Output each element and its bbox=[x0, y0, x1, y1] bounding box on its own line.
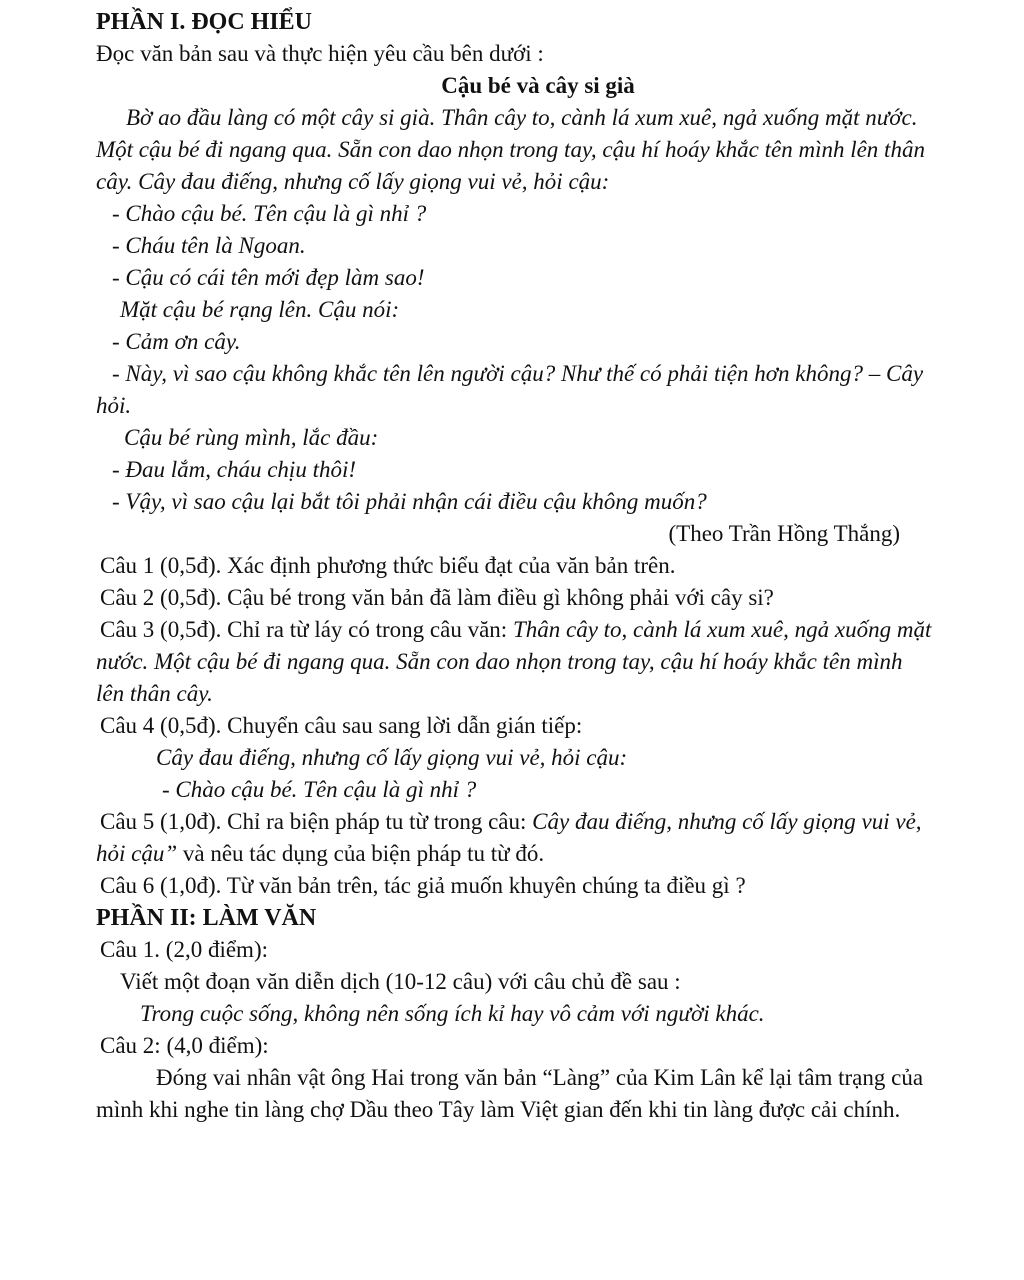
essay-1-label: Câu 1. (2,0 điểm): bbox=[100, 937, 268, 962]
question-5-line bbox=[96, 838, 980, 870]
question-2: Câu 2 (0,5đ). Cậu bé trong văn bản đã làm điều gì không phải với cây si? bbox=[100, 585, 774, 610]
story-source: (Theo Trần Hồng Thắng) bbox=[668, 521, 900, 546]
essay-2-task-line: mình khi nghe tin làng chợ Dầu theo Tây làm Việt gian đến khi tin làng được cải chính. bbox=[96, 1097, 901, 1122]
essay-2-label: Câu 2: (4,0 điểm): bbox=[100, 1033, 269, 1058]
dialogue-line: - Cậu có cái tên mới đẹp làm sao! bbox=[112, 265, 425, 290]
question-5 bbox=[96, 806, 980, 838]
question-3-quote-line: lên thân cây. bbox=[96, 681, 213, 706]
question-5-prefix: Câu 5 (1,0đ). Chỉ ra biện pháp tu từ trong câu: bbox=[100, 809, 533, 834]
essay-1-task: Viết một đoạn văn diễn dịch (10-12 câu) với câu chủ đề sau : bbox=[120, 969, 681, 994]
story-paragraph-line: Một cậu bé đi ngang qua. Sẵn con dao nhọn trong tay, cậu hí hoáy khắc tên mình lên thân bbox=[96, 137, 925, 162]
part2-heading: PHẦN II: LÀM VĂN bbox=[96, 905, 317, 931]
story-paragraph-line: cây. Cây đau điếng, nhưng cố lấy giọng vui vẻ, hỏi cậu: bbox=[96, 169, 610, 194]
narration-line: Cậu bé rùng mình, lắc đầu: bbox=[124, 425, 379, 450]
story-paragraph-line: Bờ ao đầu làng có một cây si già. Thân cây to, cành lá xum xuê, ngả xuống mặt nước. bbox=[126, 105, 918, 130]
document-page bbox=[96, 6, 980, 1126]
instruction-text: Đọc văn bản sau và thực hiện yêu cầu bên dưới : bbox=[96, 41, 544, 66]
dialogue-line: - Này, vì sao cậu không khắc tên lên người cậu? Như thế có phải tiện hơn không? – Cây bbox=[112, 361, 924, 386]
dialogue-line: - Đau lắm, cháu chịu thôi! bbox=[112, 457, 357, 482]
question-4-quote-line: Cây đau điếng, nhưng cố lấy giọng vui vẻ, hỏi cậu: bbox=[156, 745, 628, 770]
question-3 bbox=[96, 614, 980, 646]
question-3-quote-line: nước. Một cậu bé đi ngang qua. Sẵn con dao nhọn trong tay, cậu hí hoáy khắc tên mình bbox=[96, 649, 903, 674]
question-6: Câu 6 (1,0đ). Từ văn bản trên, tác giả muốn khuyên chúng ta điều gì ? bbox=[100, 873, 746, 898]
essay-1-topic: Trong cuộc sống, không nên sống ích kỉ hay vô cảm với người khác. bbox=[140, 1001, 765, 1026]
question-5-quote: Cây đau điếng, nhưng cố lấy giọng vui vẻ, bbox=[532, 809, 922, 834]
question-5-quote: hỏi cậu” bbox=[96, 841, 178, 866]
question-4-quote-line: - Chào cậu bé. Tên cậu là gì nhỉ ? bbox=[162, 777, 477, 802]
essay-2-task-line: Đóng vai nhân vật ông Hai trong văn bản “Làng” của Kim Lân kể lại tâm trạng của bbox=[156, 1065, 924, 1090]
question-1: Câu 1 (0,5đ). Xác định phương thức biểu đạt của văn bản trên. bbox=[100, 553, 676, 578]
question-5-suffix: và nêu tác dụng của biện pháp tu từ đó. bbox=[177, 841, 545, 866]
question-3-quote: Thân cây to, cành lá xum xuê, ngả xuống mặt bbox=[512, 617, 932, 642]
dialogue-line: - Vậy, vì sao cậu lại bắt tôi phải nhận cái điều cậu không muốn? bbox=[112, 489, 707, 514]
part1-heading: PHẦN I. ĐỌC HIỂU bbox=[96, 9, 313, 35]
dialogue-line: - Cháu tên là Ngoan. bbox=[112, 233, 306, 258]
dialogue-line: - Chào cậu bé. Tên cậu là gì nhỉ ? bbox=[112, 201, 427, 226]
question-4: Câu 4 (0,5đ). Chuyển câu sau sang lời dẫn gián tiếp: bbox=[100, 713, 583, 738]
narration-line: Mặt cậu bé rạng lên. Cậu nói: bbox=[120, 297, 400, 322]
dialogue-line: - Cảm ơn cây. bbox=[112, 329, 241, 354]
story-title: Cậu bé và cây si già bbox=[441, 73, 635, 98]
question-3-prefix: Câu 3 (0,5đ). Chỉ ra từ láy có trong câu văn: bbox=[100, 617, 513, 642]
dialogue-line: hỏi. bbox=[96, 393, 132, 418]
